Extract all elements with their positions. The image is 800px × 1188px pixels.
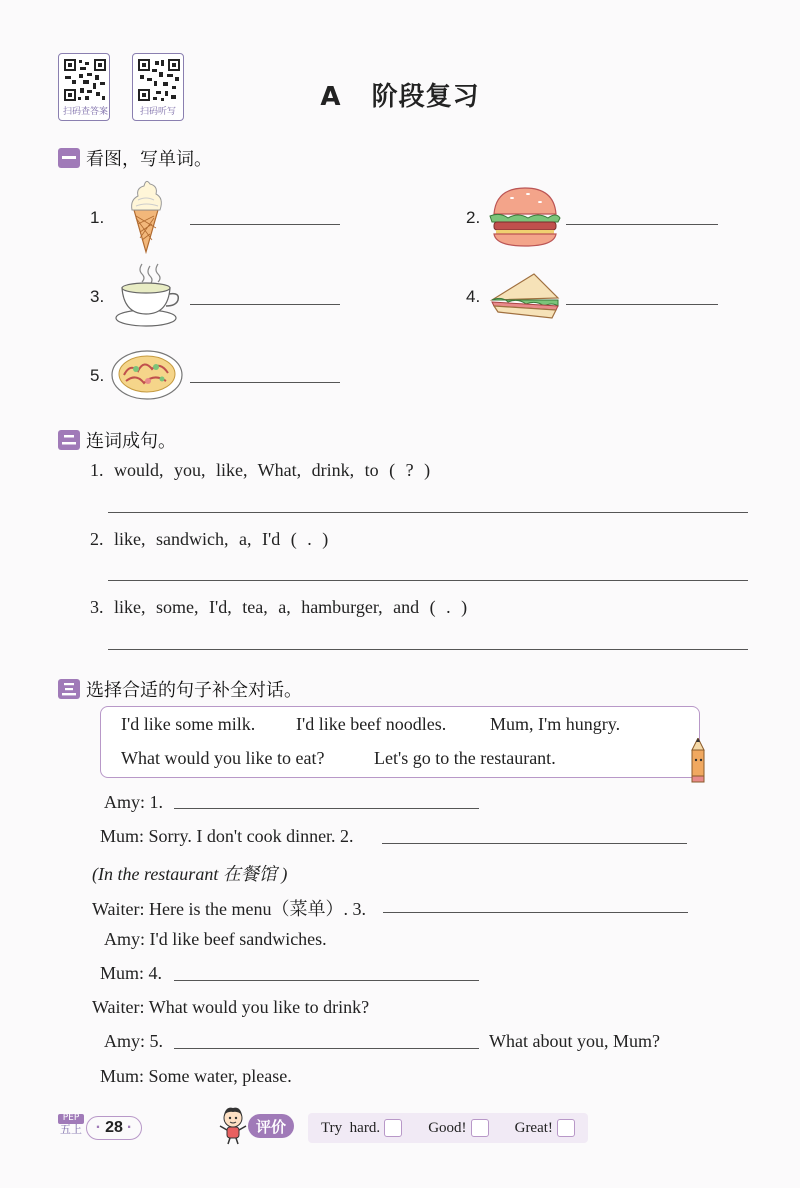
- dialogue-line-7-tail: What about you, Mum?: [489, 1031, 660, 1051]
- item-number: 5.: [90, 366, 105, 385]
- dialogue-blank-2[interactable]: [382, 843, 687, 844]
- reorder-question-2: 2. like, sandwich, a, I'd ( . ): [90, 529, 329, 549]
- option-sentence[interactable]: What would you like to eat?: [121, 748, 325, 768]
- dialogue-line-1: Amy: 1.: [104, 792, 164, 812]
- section-1-heading: [58, 145, 212, 171]
- section-2-title: 连词成句。: [86, 431, 176, 452]
- dialogue-blank-1[interactable]: [174, 808, 479, 809]
- rating-checkbox[interactable]: [384, 1119, 402, 1137]
- qr-caption-dictation: 扫码听写: [139, 107, 176, 117]
- item-number: 2.: [466, 208, 481, 227]
- section-1-badge: [58, 148, 80, 168]
- evaluation-label: 评价: [248, 1114, 294, 1138]
- sandwich-icon: [488, 270, 562, 322]
- dialogue-line-5: Mum: 4.: [100, 963, 163, 983]
- reorder-question-3: 3. like, some, I'd, tea, a, hamburger, and ( . ): [90, 597, 468, 617]
- scene-note: (In the restaurant 在餐馆 ): [92, 864, 288, 884]
- pencil-icon: [686, 738, 710, 784]
- reorder-answer-line-3[interactable]: [108, 649, 748, 650]
- rating-checkbox[interactable]: [557, 1119, 575, 1137]
- dialogue-line-2: Mum: Sorry. I don't cook dinner. 2.: [100, 826, 354, 846]
- cartoon-boy-icon: [216, 1106, 250, 1146]
- numeral-two-icon: [62, 434, 76, 446]
- rating-label: Try hard.: [321, 1119, 381, 1136]
- item-number: 1.: [90, 208, 105, 227]
- ice-cream-icon: [126, 178, 166, 254]
- reorder-answer-line-1[interactable]: [108, 512, 748, 513]
- option-sentence[interactable]: Mum, I'm hungry.: [490, 714, 621, 734]
- noodles-plate-icon: [110, 345, 184, 401]
- reorder-answer-line-2[interactable]: [108, 580, 748, 581]
- section-3-title: 选择合适的句子补全对话。: [86, 680, 302, 701]
- hamburger-icon: [488, 184, 562, 250]
- item-number: 3.: [90, 287, 105, 306]
- dialogue-line-3: Waiter: Here is the menu（菜单）. 3.: [92, 899, 366, 919]
- rating-bar: [308, 1113, 588, 1143]
- rating-good[interactable]: [428, 1119, 488, 1137]
- section-2-badge: [58, 430, 80, 450]
- dialogue-line-6: Waiter: What would you like to drink?: [92, 997, 370, 1017]
- numeral-one-icon: [62, 156, 76, 160]
- page-number-pill: · 28 ·: [86, 1116, 142, 1140]
- dialogue-line-4: Amy: I'd like beef sandwiches.: [104, 929, 327, 949]
- edition-badge: [58, 1114, 84, 1136]
- tea-cup-icon: [114, 262, 182, 328]
- dialogue-blank-3[interactable]: [383, 912, 688, 913]
- answer-blank-5[interactable]: [190, 382, 340, 383]
- answer-blank-4[interactable]: [566, 304, 718, 305]
- section-1-title: 看图，写单词。: [86, 149, 212, 170]
- rating-label: Good!: [428, 1119, 467, 1136]
- answer-blank-1[interactable]: [190, 224, 340, 225]
- answer-blank-2[interactable]: [566, 224, 718, 225]
- rating-try-hard[interactable]: [321, 1119, 402, 1137]
- option-sentence[interactable]: Let's go to the restaurant.: [374, 748, 556, 768]
- dialogue-line-7: Amy: 5.: [104, 1031, 164, 1051]
- reorder-question-1: 1. would, you, like, What, drink, to ( ? ): [90, 460, 431, 480]
- rating-great[interactable]: [515, 1119, 575, 1137]
- edition-label: PEP: [58, 1114, 84, 1124]
- page-number: 28: [105, 1119, 123, 1136]
- section-3-heading: [58, 676, 302, 702]
- option-sentence[interactable]: I'd like beef noodles.: [296, 714, 447, 734]
- answer-blank-3[interactable]: [190, 304, 340, 305]
- dialogue-line-8: Mum: Some water, please.: [100, 1066, 292, 1086]
- page-title: A 阶段复习: [320, 82, 480, 112]
- item-number: 4.: [466, 287, 481, 306]
- section-3-badge: [58, 679, 80, 699]
- section-2-heading: [58, 427, 176, 453]
- dialogue-blank-5[interactable]: [174, 1048, 479, 1049]
- rating-checkbox[interactable]: [471, 1119, 489, 1137]
- rating-label: Great!: [514, 1119, 553, 1136]
- qr-caption-answers: 扫码查答案: [63, 107, 109, 117]
- option-sentence[interactable]: I'd like some milk.: [121, 714, 256, 734]
- dialogue-blank-4[interactable]: [174, 980, 479, 981]
- numeral-three-icon: [62, 682, 76, 696]
- grade-label: 五上: [60, 1122, 82, 1136]
